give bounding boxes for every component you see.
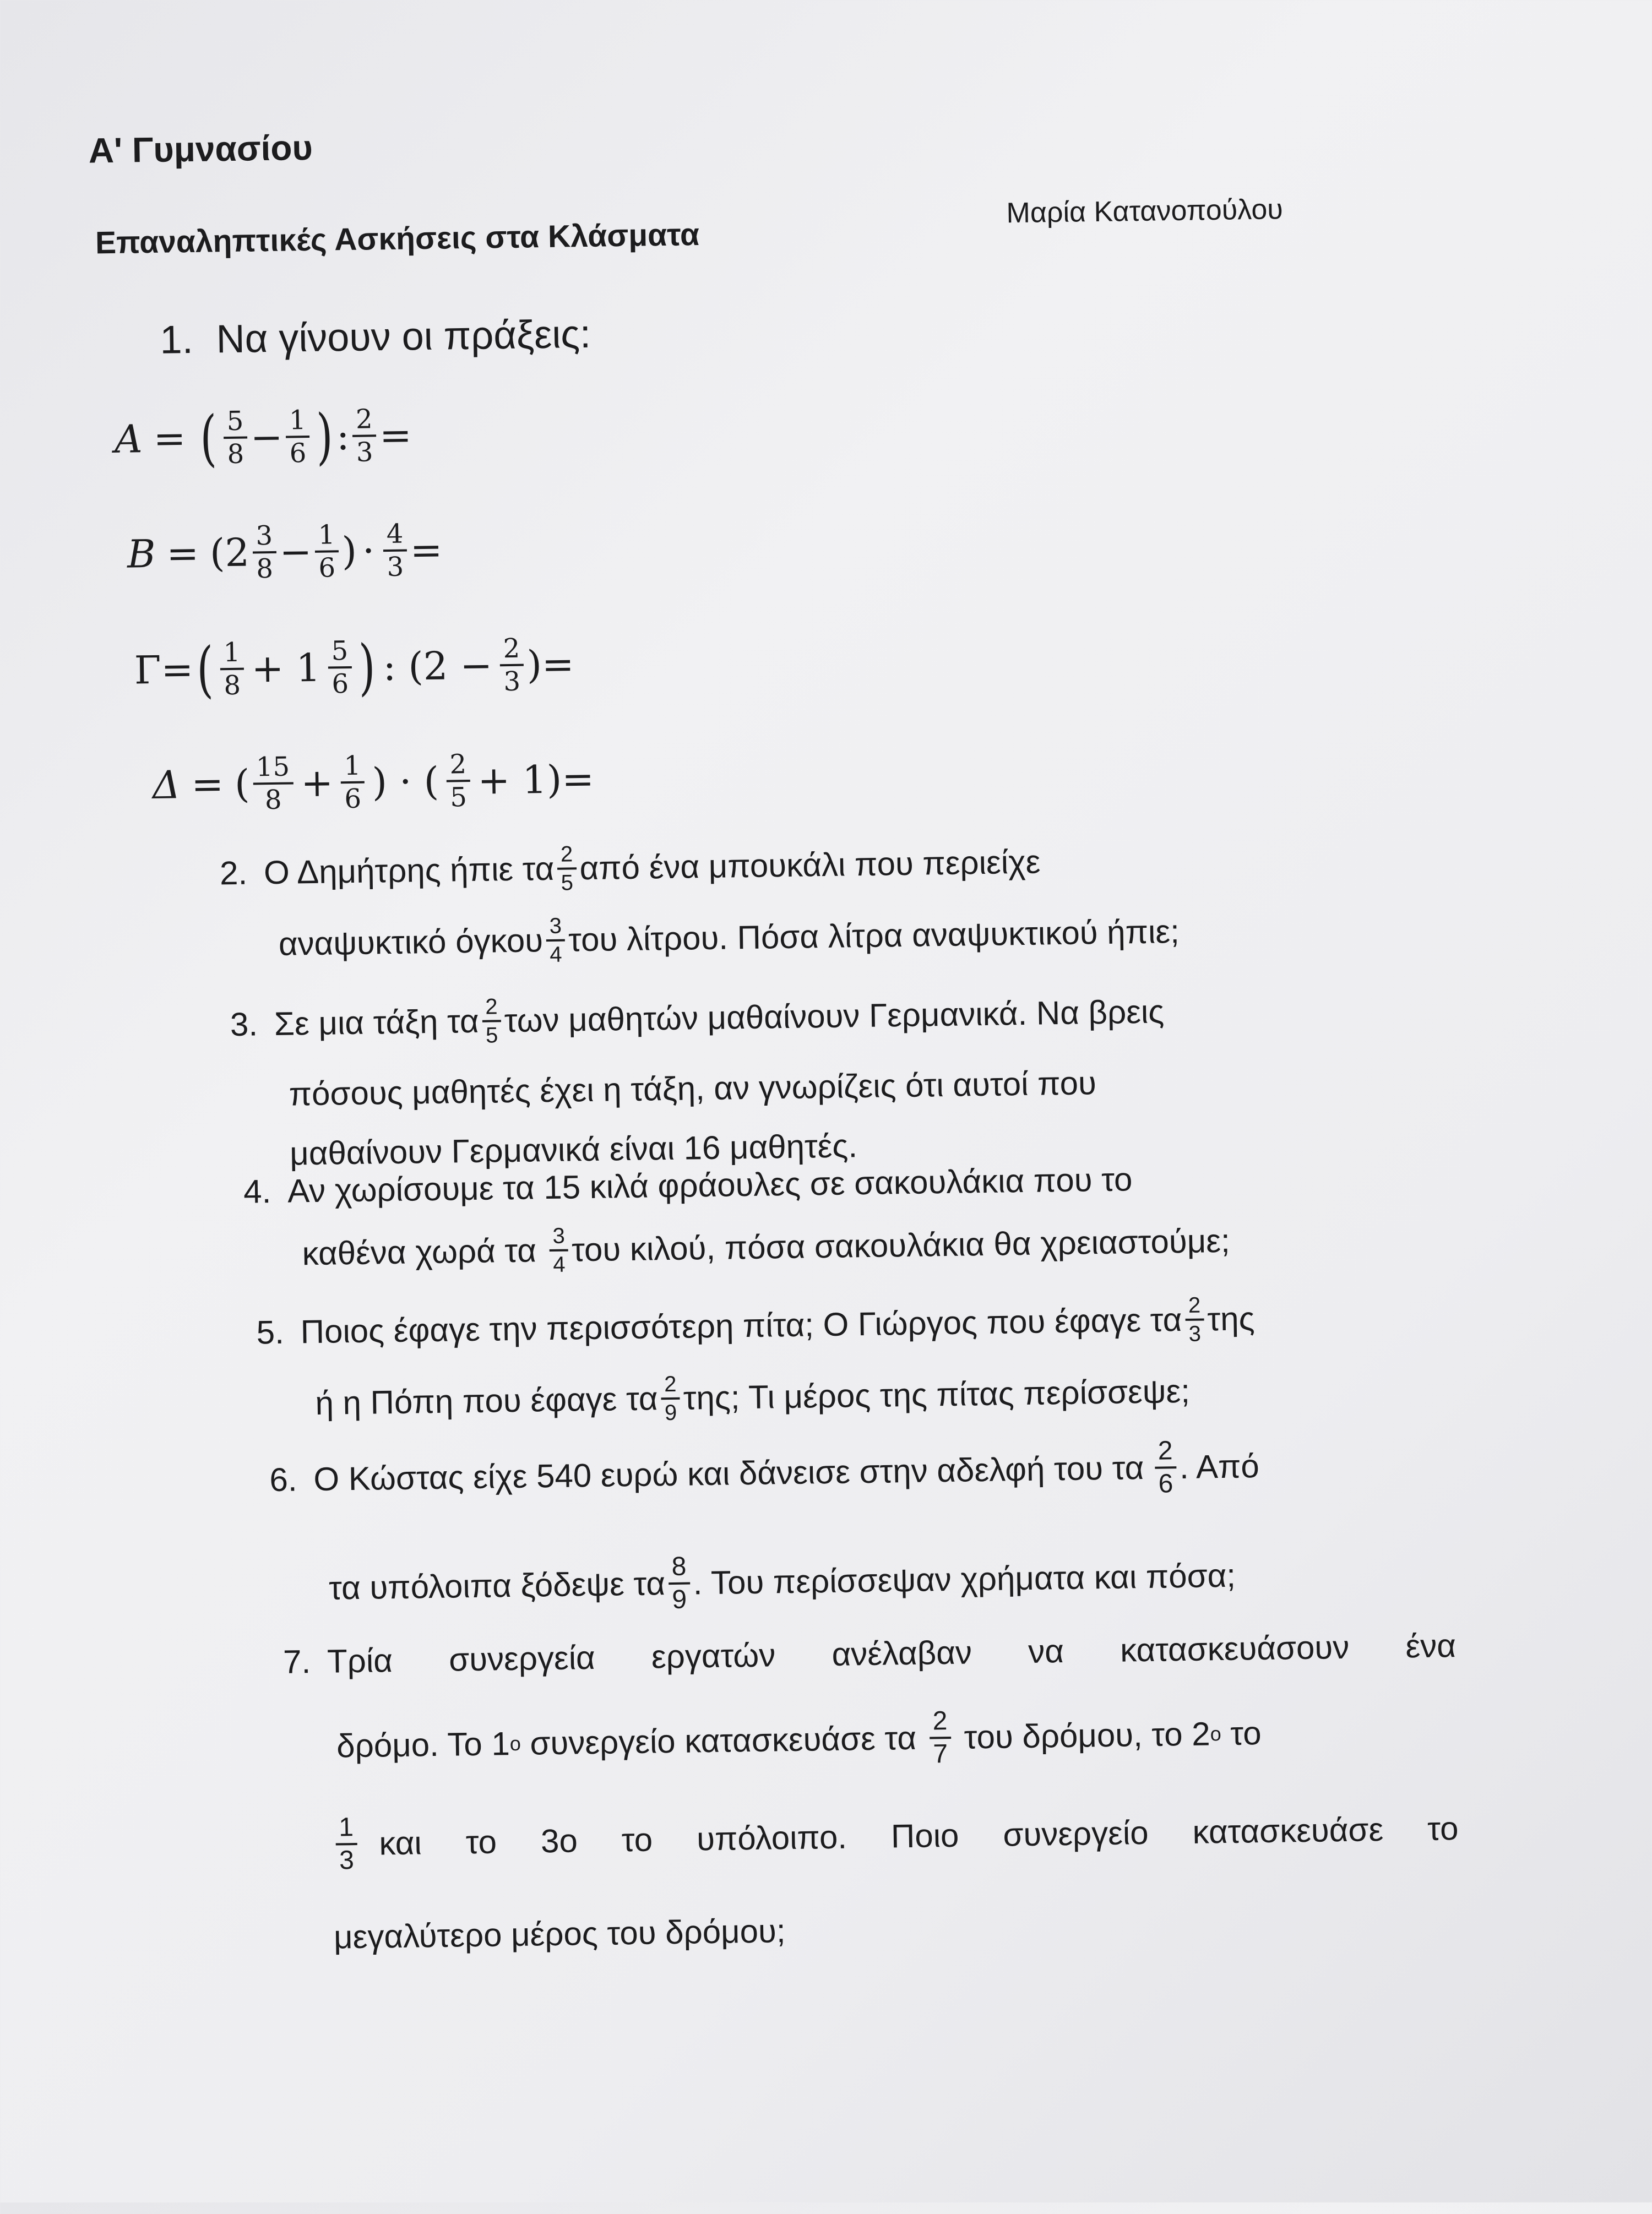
text: αναψυκτικό όγκου	[278, 922, 544, 962]
text: από ένα μπουκάλι που περιείχε	[579, 843, 1041, 887]
exercise-4	[243, 1162, 1231, 1280]
fraction: $\frac{5}{6}$	[328, 638, 352, 698]
mixed-open: (2	[209, 530, 250, 576]
fraction: $\frac{2}{3}$	[352, 406, 377, 466]
operator: +	[300, 760, 334, 806]
exercise-line	[256, 1293, 1255, 1358]
text: της	[1207, 1300, 1255, 1338]
operator: −	[250, 414, 283, 460]
text: του λίτρου. Πόσα λίτρα αναψυκτικού ήπιε;	[568, 913, 1180, 959]
exercise-line	[278, 906, 1180, 970]
eq-variable: Γ=	[134, 646, 194, 693]
text: καθένα χωρά τα	[302, 1232, 537, 1272]
word: συνεργεία	[448, 1639, 596, 1678]
eq-end: + 1)=	[477, 756, 595, 803]
exercise-1-title	[160, 312, 591, 363]
word: υπόλοιπο.	[696, 1818, 847, 1858]
operator: ·	[362, 528, 375, 574]
exercise-number: 6.	[269, 1461, 298, 1499]
exercise-number: 3.	[230, 1005, 258, 1043]
text: του κιλού, πόσα σακουλάκια θα χρειαστούμε;	[571, 1222, 1231, 1269]
text: το	[1221, 1715, 1262, 1753]
word: το	[465, 1823, 497, 1861]
eq-sign: =	[166, 530, 199, 576]
text: δρόμο. Το 1	[336, 1725, 510, 1765]
eq-end: =	[410, 527, 443, 573]
paren-close: )	[358, 632, 376, 703]
equation-a	[114, 401, 412, 474]
word: κατασκευάσουν	[1120, 1628, 1350, 1669]
text: Αν χωρίσουμε τα 15 κιλά φράουλες σε σακουλάκια που το	[287, 1161, 1133, 1210]
exercise-line: μεγαλύτερο μέρος του δρόμου;	[333, 1912, 786, 1956]
fraction: $\frac{5}{8}$	[223, 408, 247, 468]
text: του δρόμου, το 2	[964, 1715, 1211, 1756]
grade-heading: Α' Γυμνασίου	[88, 127, 313, 171]
exercise-line	[315, 1365, 1256, 1429]
text: . Από	[1179, 1448, 1260, 1486]
fraction: $\frac{2}{5}$	[557, 843, 577, 894]
paren-open: (	[234, 761, 250, 807]
exercise-number: 1.	[160, 317, 194, 362]
exercise-line	[302, 1216, 1230, 1280]
exercise-line	[283, 1629, 1457, 1679]
word: Τρία	[327, 1642, 393, 1680]
fraction: $\frac{1}{6}$	[314, 521, 339, 581]
fraction: $\frac{2}{3}$	[1185, 1294, 1205, 1345]
fraction: $\frac{1}{3}$	[335, 1814, 357, 1874]
operator: :	[336, 413, 350, 459]
paren-close: )	[316, 401, 334, 472]
word: ανέλαβαν	[832, 1634, 972, 1673]
word: και	[378, 1824, 422, 1862]
exercise-number: 2.	[219, 854, 248, 892]
equation-d	[152, 749, 595, 815]
exercise-number: 5.	[256, 1313, 285, 1351]
fraction: $\frac{3}{8}$	[252, 523, 276, 583]
equation-b	[127, 520, 443, 584]
text: των μαθητών μαθαίνουν Γερμανικά. Να βρεις	[504, 993, 1165, 1040]
fraction: $\frac{2}{7}$	[929, 1708, 951, 1768]
text: . Του περίσσεψαν χρήματα και πόσα;	[693, 1557, 1236, 1602]
justified-line	[379, 1812, 1459, 1860]
fraction: $\frac{3}{4}$	[549, 1225, 569, 1276]
eq-variable: B	[127, 531, 156, 577]
operator: : (2 −	[382, 643, 493, 690]
exercise-2	[219, 835, 1180, 970]
fraction: $\frac{2}{6}$	[1154, 1438, 1176, 1498]
equation-g	[134, 632, 575, 705]
eq-sign: =	[153, 416, 186, 461]
ordinal-sup: ο	[1210, 1722, 1221, 1745]
eq-variable: Δ	[152, 762, 181, 808]
worksheet-title: Επαναληπτικές Ασκήσεις στα Κλάσματα	[95, 217, 700, 261]
fraction: $\frac{2}{9}$	[661, 1373, 681, 1424]
exercise-number: 7.	[282, 1643, 311, 1680]
word: ένα	[1405, 1627, 1457, 1665]
fraction: $\frac{2}{5}$	[482, 996, 502, 1046]
text: Ο Κώστας είχε 540 ευρώ και δάνεισε στην αδελφή του τα	[313, 1449, 1144, 1498]
eq-end: )=	[526, 641, 575, 688]
fraction: $\frac{4}{3}$	[383, 521, 407, 581]
eq-end: =	[379, 412, 412, 459]
word: το	[621, 1821, 653, 1859]
exercise-line	[336, 1701, 1458, 1776]
word: κατασκευάσε	[1192, 1811, 1384, 1851]
operator: + 1	[251, 645, 321, 692]
exercise-line	[230, 986, 1164, 1050]
word: εργατών	[651, 1636, 776, 1676]
word: συνεργείο	[1002, 1814, 1149, 1853]
eq-sign: =	[191, 761, 224, 808]
text: Ποιος έφαγε την περισσότερη πίτα; Ο Γιώργος που έφαγε τα	[300, 1301, 1182, 1351]
text: τα υπόλοιπα ξόδεψε τα	[328, 1565, 666, 1607]
paren-close: )	[341, 528, 357, 574]
word: να	[1028, 1633, 1064, 1670]
fraction: $\frac{1}{6}$	[286, 407, 310, 467]
exercise-line	[332, 1799, 1459, 1874]
word: 3ο	[540, 1822, 578, 1860]
exercise-line: μαθαίνουν Γερμανικά είναι 16 μαθητές.	[289, 1127, 858, 1172]
fraction: $\frac{2}{5}$	[446, 751, 470, 811]
text: Σε μια τάξη τα	[274, 1002, 480, 1042]
exercise-line	[329, 1546, 1262, 1618]
justified-line	[327, 1629, 1457, 1678]
text: συνεργείο κατασκευάσε τα	[520, 1719, 917, 1762]
exercise-line: πόσους μαθητές έχει η τάξη, αν γνωρίζεις ότι αυτοί που	[289, 1064, 1097, 1113]
exercise-3	[230, 986, 1166, 1171]
author-name: Μαρία Κατανοπούλου	[1006, 193, 1284, 230]
fraction: $\frac{1}{8}$	[220, 639, 244, 699]
exercise-7	[283, 1629, 1460, 1955]
exercise-line	[269, 1437, 1260, 1510]
text: Ο Δημήτρης ήπιε τα	[263, 850, 555, 891]
ordinal-sup: ο	[509, 1732, 521, 1755]
operator: ) · (	[372, 758, 439, 805]
fraction: $\frac{8}{9}$	[668, 1554, 690, 1614]
fraction: $\frac{15}{8}$	[253, 753, 294, 813]
exercise-5	[256, 1293, 1256, 1429]
operator: −	[279, 529, 312, 575]
exercise-line	[219, 835, 1178, 899]
exercise-6	[269, 1437, 1262, 1619]
exercise-1-instruction: Να γίνουν οι πράξεις:	[216, 312, 591, 362]
fraction: $\frac{2}{3}$	[499, 635, 524, 695]
exercise-number: 4.	[243, 1173, 271, 1210]
word: το	[1427, 1810, 1459, 1847]
fraction: $\frac{3}{4}$	[546, 915, 566, 966]
paren-open: (	[199, 402, 218, 474]
text: της; Τι μέρος της πίτας περίσσεψε;	[683, 1372, 1191, 1417]
text: ή η Πόπη που έφαγε τα	[315, 1380, 659, 1422]
eq-variable: A	[114, 416, 143, 462]
fraction: $\frac{1}{6}$	[340, 753, 365, 813]
paren-open: (	[196, 634, 214, 705]
word: Ποιο	[890, 1816, 959, 1855]
